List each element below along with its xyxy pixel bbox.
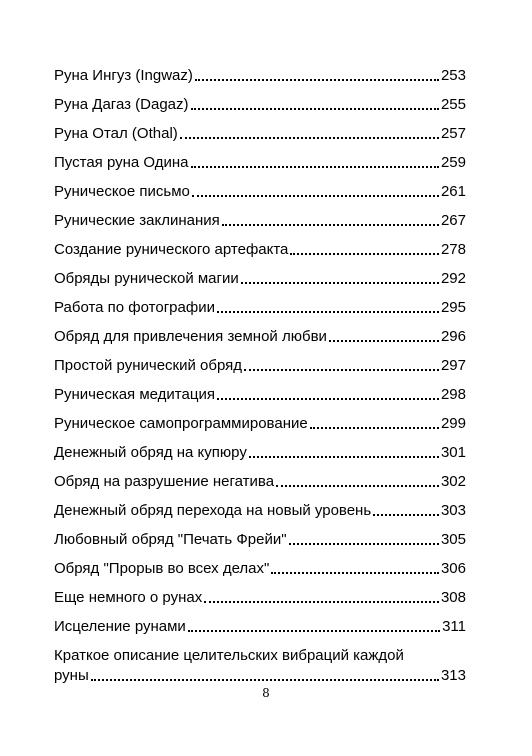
dot-leader [217, 311, 439, 313]
toc-entry-page: 255 [440, 96, 466, 113]
toc-entry [54, 287, 466, 316]
toc-entry [54, 113, 466, 142]
dot-leader [249, 456, 439, 458]
dot-leader [271, 572, 439, 574]
dot-leader [244, 369, 439, 371]
toc-entry [54, 84, 466, 113]
toc-entry-page: 253 [440, 67, 466, 84]
toc-entry-title: Исцеление рунами [54, 618, 186, 635]
toc-entry-page: 295 [440, 299, 466, 316]
toc-entry [54, 200, 466, 229]
dot-leader [241, 282, 439, 284]
toc-entry-page: 303 [440, 502, 466, 519]
toc-entry-page: 292 [440, 270, 466, 287]
toc-entry-title: Денежный обряд перехода на новый уровень [54, 502, 372, 519]
toc-entry [54, 461, 466, 490]
dot-leader [310, 427, 439, 429]
toc-entry-page: 259 [440, 154, 466, 171]
toc-entry-page: 306 [440, 560, 466, 577]
toc-entry-page: 297 [440, 357, 466, 374]
toc-entry [54, 490, 466, 519]
toc-entry-title-line1: Краткое описание целительских вибраций каждой [54, 647, 404, 664]
dot-leader [329, 340, 439, 342]
toc-entry [54, 403, 466, 432]
toc-entry-title: Обряд для привлечения земной любви [54, 328, 327, 345]
toc-entry-title: Руна Ингуз (Ingwaz) [54, 67, 193, 84]
toc-entry [54, 229, 466, 258]
toc-entry-page: 278 [440, 241, 466, 258]
toc-entry-page: 298 [440, 386, 466, 403]
toc-entry-multiline [54, 647, 466, 684]
toc-entry-title: Рунические заклинания [54, 212, 220, 229]
toc-entry-page: 257 [440, 125, 466, 142]
dot-leader [195, 79, 439, 81]
toc-entry [54, 316, 466, 345]
toc-entry-title: Обряд на разрушение негатива [54, 473, 275, 490]
dot-leader [373, 514, 439, 516]
dot-leader [91, 679, 439, 681]
dot-leader [188, 630, 440, 632]
toc-entry [54, 577, 466, 606]
dot-leader [191, 108, 439, 110]
toc-entry-title: Любовный обряд "Печать Фрейи" [54, 531, 287, 548]
toc-entry-page: 302 [440, 473, 466, 490]
toc-entry [54, 374, 466, 403]
toc-entry-page: 296 [440, 328, 466, 345]
toc-entry-title-line2-row [54, 667, 466, 684]
toc-entry-page: 299 [440, 415, 466, 432]
toc-entry [54, 55, 466, 84]
dot-leader [276, 485, 439, 487]
toc-entry-title: Обряд "Прорыв во всех делах" [54, 560, 270, 577]
toc-entry-title: Работа по фотографии [54, 299, 215, 316]
toc-entry-page: 305 [440, 531, 466, 548]
toc-entry-title: Создание рунического артефакта [54, 241, 289, 258]
toc-entry-page: 308 [440, 589, 466, 606]
toc-entry-page: 267 [440, 212, 466, 229]
dot-leader [217, 398, 439, 400]
dot-leader [289, 543, 439, 545]
toc-entry-page: 313 [440, 667, 466, 684]
toc-entry [54, 345, 466, 374]
toc-entry-title-line2: руны [54, 667, 89, 684]
toc-entry-title: Денежный обряд на купюру [54, 444, 247, 461]
toc-entry-title: Обряды рунической магии [54, 270, 239, 287]
dot-leader [290, 253, 439, 255]
toc-entry [54, 258, 466, 287]
toc-entry [54, 142, 466, 171]
toc-entry-title: Руна Отал (Othal) [54, 125, 178, 142]
page-number: 8 [262, 686, 270, 700]
toc-entry-page: 301 [440, 444, 466, 461]
toc-entry-title: Руна Дагаз (Dagaz) [54, 96, 189, 113]
toc-entry-title: Руническое письмо [54, 183, 190, 200]
toc-entry-title: Руническая медитация [54, 386, 215, 403]
dot-leader [191, 166, 439, 168]
toc-entry-page: 261 [440, 183, 466, 200]
toc-entry-title: Руническое самопрограммирование [54, 415, 308, 432]
dot-leader [204, 601, 439, 603]
toc-entry [54, 519, 466, 548]
toc-entry-title: Еще немного о рунах [54, 589, 203, 606]
toc-entry [54, 606, 466, 635]
toc-entry [54, 432, 466, 461]
dot-leader [222, 224, 439, 226]
toc-entry-page: 311 [442, 618, 466, 635]
dot-leader [192, 195, 439, 197]
toc-entry [54, 171, 466, 200]
table-of-contents [54, 55, 466, 684]
toc-entry-title: Простой рунический обряд [54, 357, 243, 374]
toc-entry-title: Пустая руна Одина [54, 154, 189, 171]
toc-entry [54, 548, 466, 577]
dot-leader [180, 137, 439, 139]
